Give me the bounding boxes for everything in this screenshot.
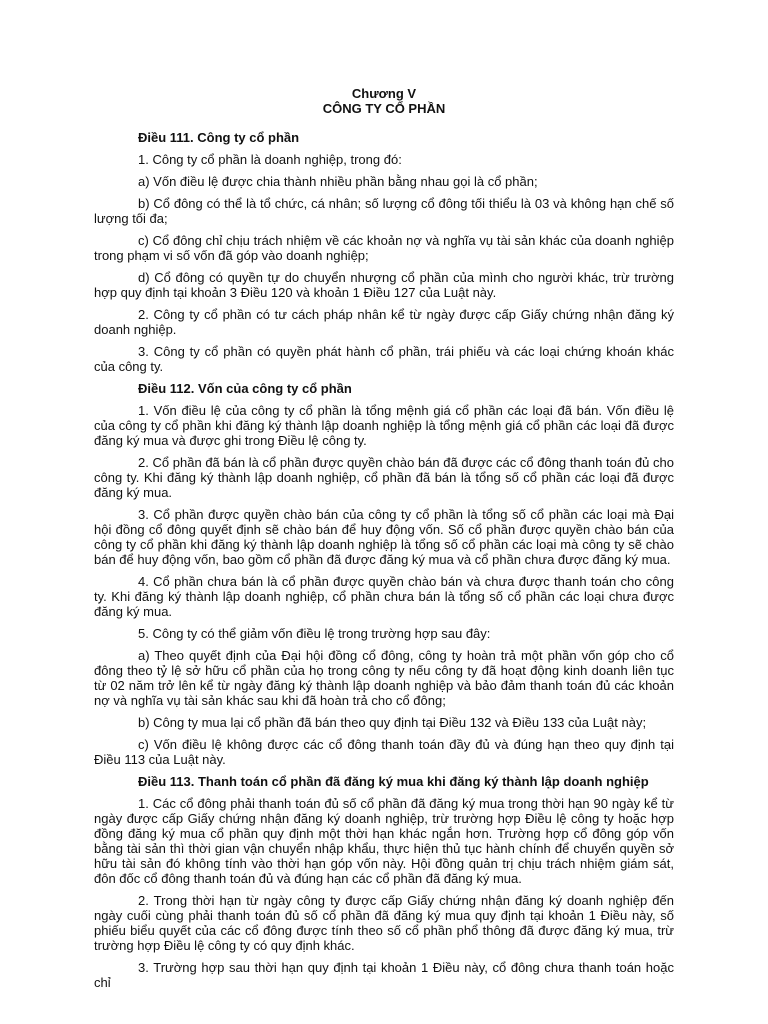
paragraph: 3. Trường hợp sau thời hạn quy định tại khoản 1 Điều này, cổ đông chưa thanh toán hoặc chỉ: [94, 960, 674, 990]
article-title: Điều 111. Công ty cổ phần: [138, 130, 300, 145]
paragraph: 1. Các cổ đông phải thanh toán đủ số cổ phần đã đăng ký mua trong thời hạn 90 ngày kể từ ngày được cấp Giấy chứng nhận đăng ký doanh nghiệp, trừ trường hợp Điều lệ công ty hoặc hợp đồng đăng ký mua cổ phần quy định một thời hạn khác ngắn hơn. Trường hợp cổ đông góp vốn bằng tài sản thì thời gian vận chuyển nhập khẩu, thực hiện thủ tục hành chính để chuyển quyền sở hữu tài sản đó không tính vào thời hạn góp vốn này. Hội đồng quản trị chịu trách nhiệm giám sát, đôn đốc cổ đông thanh toán đủ và đúng hạn các cổ phần đã đăng ký mua.: [94, 796, 674, 886]
paragraph: b) Cổ đông có thể là tổ chức, cá nhân; số lượng cổ đông tối thiểu là 03 và không hạn chế số lượng tối đa;: [94, 196, 674, 226]
article-title: Điều 113. Thanh toán cổ phần đã đăng ký mua khi đăng ký thành lập doanh nghiệp: [138, 774, 649, 789]
chapter-heading: [94, 86, 674, 116]
paragraph: 1. Vốn điều lệ của công ty cổ phần là tổng mệnh giá cổ phần các loại đã bán. Vốn điều lệ của công ty cổ phần khi đăng ký thành lập doanh nghiệp là tổng mệnh giá cổ phần các loại đã được đăng ký mua và được ghi trong Điều lệ công ty.: [94, 403, 674, 448]
article-112: [94, 381, 674, 767]
paragraph: 1. Công ty cổ phần là doanh nghiệp, trong đó:: [138, 152, 402, 167]
paragraph: c) Cổ đông chỉ chịu trách nhiệm về các khoản nợ và nghĩa vụ tài sản khác của doanh nghiệp trong phạm vi số vốn đã góp vào doanh nghiệp;: [94, 233, 674, 263]
article-111: [94, 130, 674, 374]
paragraph: 2. Công ty cổ phần có tư cách pháp nhân kể từ ngày được cấp Giấy chứng nhận đăng ký doanh nghiệp.: [94, 307, 674, 337]
paragraph: 2. Cổ phần đã bán là cổ phần được quyền chào bán đã được các cổ đông thanh toán đủ cho công ty. Khi đăng ký thành lập doanh nghiệp, cổ phần đã bán là tổng số cổ phần các loại đã được đăng ký mua.: [94, 455, 674, 500]
paragraph: 4. Cổ phần chưa bán là cổ phần được quyền chào bán và chưa được thanh toán cho công ty. Khi đăng ký thành lập doanh nghiệp, cổ phần chưa bán là tổng số cổ phần các loại chưa được đăng ký mua.: [94, 574, 674, 619]
paragraph: 5. Công ty có thể giảm vốn điều lệ trong trường hợp sau đây:: [138, 626, 491, 641]
paragraph: a) Vốn điều lệ được chia thành nhiều phần bằng nhau gọi là cổ phần;: [138, 174, 538, 189]
article-113: [94, 774, 674, 990]
paragraph: 2. Trong thời hạn từ ngày công ty được cấp Giấy chứng nhận đăng ký doanh nghiệp đến ngày cuối cùng phải thanh toán đủ số cổ phần đã đăng ký mua quy định tại khoản 1 Điều này, số phiếu biểu quyết của các cổ đông được tính theo số cổ phần phổ thông đã được đăng ký mua, trừ trường hợp Điều lệ công ty có quy định khác.: [94, 893, 674, 953]
paragraph: a) Theo quyết định của Đại hội đồng cổ đông, công ty hoàn trả một phần vốn góp cho cổ đông theo tỷ lệ sở hữu cổ phần của họ trong công ty nếu công ty đã hoạt động kinh doanh liên tục từ 02 năm trở lên kể từ ngày đăng ký thành lập doanh nghiệp và bảo đảm thanh toán đủ các khoản nợ và nghĩa vụ tài sản khác sau khi đã hoàn trả cho cổ đông;: [94, 648, 674, 708]
chapter-title: CÔNG TY CỔ PHẦN: [322, 101, 446, 116]
paragraph: c) Vốn điều lệ không được các cổ đông thanh toán đầy đủ và đúng hạn theo quy định tại Điều 113 của Luật này.: [94, 737, 674, 767]
chapter-number: Chương V: [351, 86, 417, 101]
paragraph: 3. Công ty cổ phần có quyền phát hành cổ phần, trái phiếu và các loại chứng khoán khác của công ty.: [94, 344, 674, 374]
article-title: Điều 112. Vốn của công ty cổ phần: [138, 381, 352, 396]
paragraph: d) Cổ đông có quyền tự do chuyển nhượng cổ phần của mình cho người khác, trừ trường hợp quy định tại khoản 3 Điều 120 và khoản 1 Điều 127 của Luật này.: [94, 270, 674, 300]
paragraph: 3. Cổ phần được quyền chào bán của công ty cổ phần là tổng số cổ phần các loại mà Đại hội đồng cổ đông quyết định sẽ chào bán để huy động vốn. Số cổ phần được quyền chào bán của công ty cổ phần khi đăng ký thành lập doanh nghiệp là tổng số cổ phần các loại mà công ty sẽ chào bán để huy động vốn, bao gồm cổ phần đã được đăng ký mua và cổ phần chưa được đăng ký mua.: [94, 507, 674, 567]
paragraph: b) Công ty mua lại cổ phần đã bán theo quy định tại Điều 132 và Điều 133 của Luật này;: [138, 715, 647, 730]
